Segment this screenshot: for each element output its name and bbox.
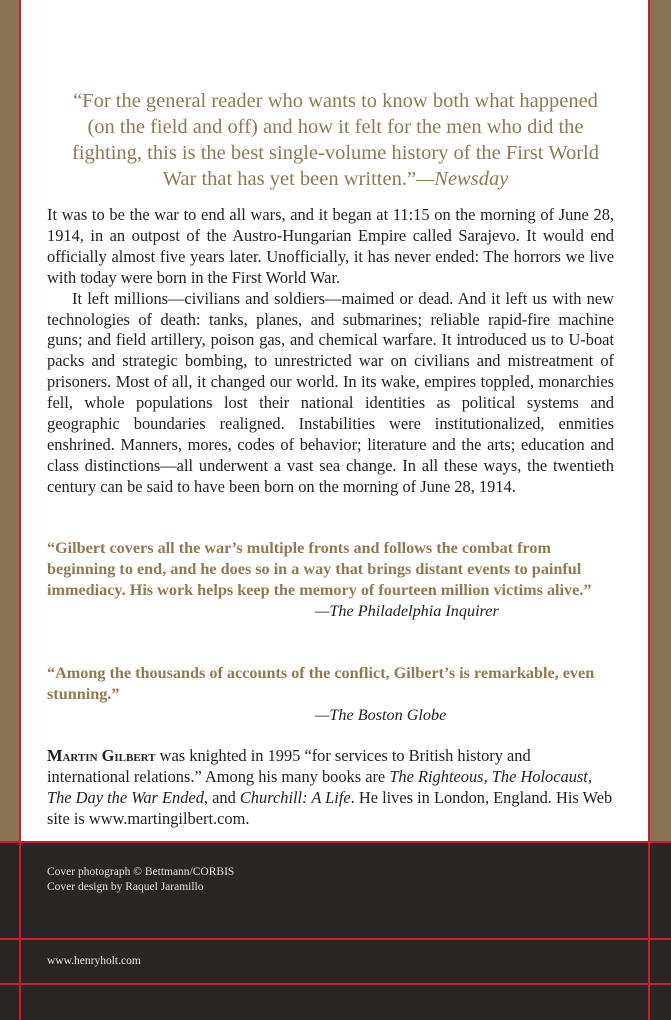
footer-rule-3 xyxy=(0,983,671,985)
footer-rule-2 xyxy=(0,938,671,940)
inquirer-quote xyxy=(47,538,614,622)
globe-attribution: —The Boston Globe xyxy=(315,705,447,724)
bio-sep-2: , xyxy=(587,766,592,786)
photo-credit: Cover photograph © Bettmann/CORBIS xyxy=(47,866,235,878)
book-title-3: The Day the War Ended xyxy=(47,787,204,807)
description xyxy=(47,205,614,498)
bio-sep-3: , and xyxy=(203,787,240,807)
publisher-website[interactable]: www.henryholt.com xyxy=(47,955,141,967)
author-name: Martin Gilbert xyxy=(47,746,156,765)
bio-text-2: . He lives in London, England. His Web site is www.martingilbert.com. xyxy=(47,787,613,828)
lead-quote-source: —Newsday xyxy=(416,168,509,190)
bio-sep-1: , xyxy=(483,766,492,786)
inquirer-attribution: —The Philadelphia Inquirer xyxy=(315,601,499,620)
book-title-4: Churchill: A Life xyxy=(239,787,351,807)
cover-credits xyxy=(47,865,234,895)
design-credit: Cover design by Raquel Jaramillo xyxy=(47,881,204,893)
book-title-1: The Righteous xyxy=(389,766,484,786)
bio-text-1: was knighted in 1995 “for services to British history and international relations.” Among his many books are xyxy=(47,746,531,786)
inquirer-quote-text: “Gilbert covers all the war’s multiple fronts and follows the combat from beginning to end, and he does so in a way that brings distant events to painful immediacy. His work helps keep the memory of fourteen million victims alive.” xyxy=(47,539,592,599)
globe-quote-text: “Among the thousands of accounts of the conflict, Gilbert’s is remarkable, even stunning.” xyxy=(47,664,595,703)
description-paragraph-2: It left millions—civilians and soldiers—maimed or dead. And it left us with new technologies of death: tanks, planes, and submarines; reliable rapid-fire machine guns; and field artillery, poison gas, and chemical warfare. It introduced us to U-boat packs and strategic bombing, to unrestricted war on civilians and mistreatment of prisoners. Most of all, it changed our world. In its wake, empires toppled, monarchies fell, whole populations lost their national identities as political systems and geographic boundaries realigned. Instabilities were institutionalized, enmities enshrined. Manners, mores, codes of behavior; literature and the arts; education and class distinctions—all underwent a vast sea change. In all these ways, the twentieth century can be said to have been born on the morning of June 28, 1914. xyxy=(47,288,614,496)
globe-quote xyxy=(47,663,614,726)
lead-quote-text: “For the general reader who wants to know both what happened (on the field and off) and how it felt for the men who did the fighting, this is the best single-volume history of the First World War that has yet been written.” xyxy=(72,90,599,190)
footer-rule-1 xyxy=(0,841,671,843)
lead-quote xyxy=(60,88,611,192)
book-title-2: The Holocaust xyxy=(491,766,588,786)
author-bio xyxy=(47,746,614,830)
description-paragraph-1: It was to be the war to end all wars, and it began at 11:15 on the morning of June 28, 1914, in an outpost of the Austro-Hungarian Empire called Sarajevo. It would end officially almost five years later. Unofficially, it has never ended: The horrors we live with today were born in the First World War. xyxy=(47,205,614,287)
